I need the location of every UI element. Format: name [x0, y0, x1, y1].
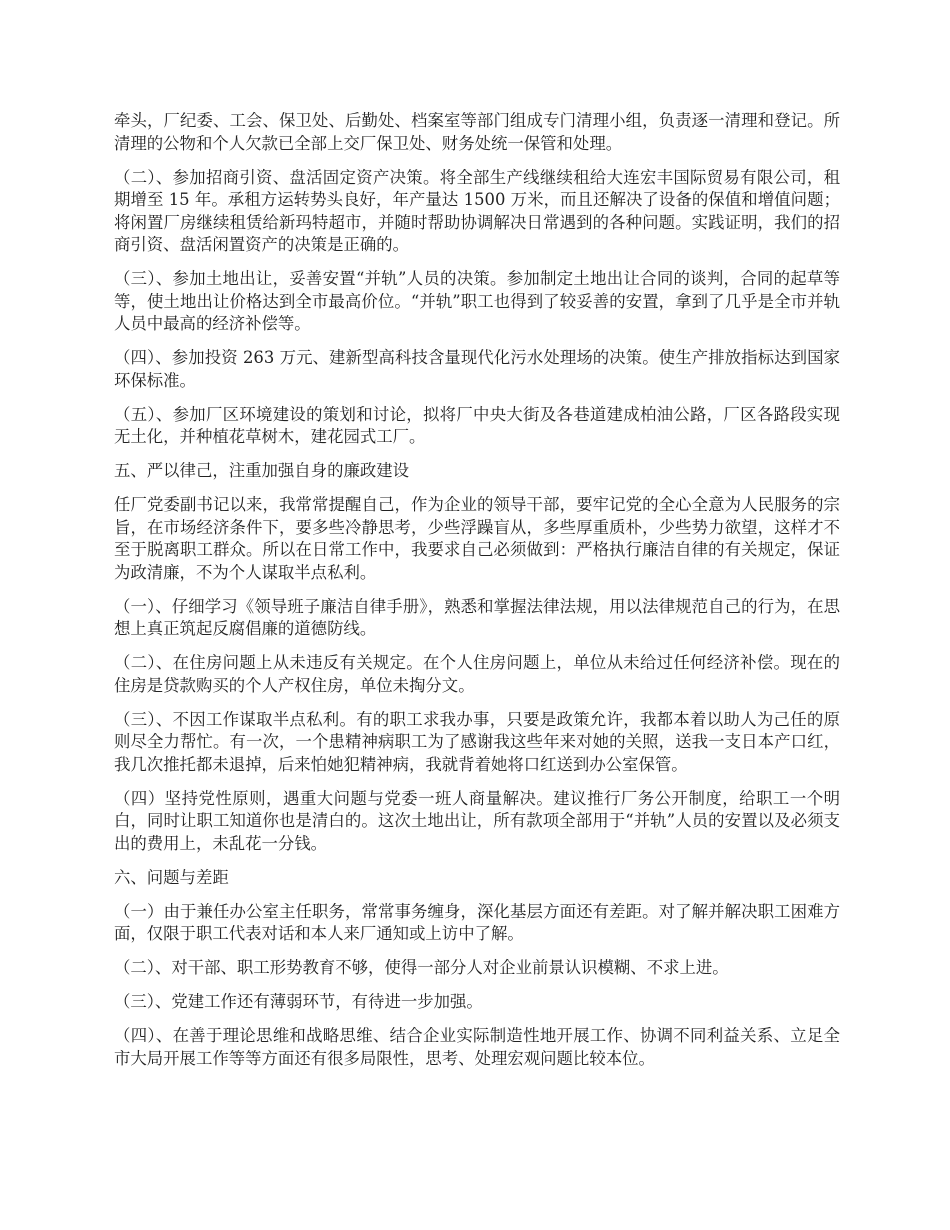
section-heading-5: 五、严以律己，注重加强自身的廉政建设: [114, 461, 410, 480]
paragraph-section-6-item-1: （一）由于兼任办公室主任职务，常常事务缠身，深化基层方面还有差距。对了解并解决职工困难方面，仅限于职工代表对话和本人来厂通知或上访中了解。: [114, 901, 840, 943]
paragraph-item-2: （二）、参加招商引资、盘活固定资产决策。将全部生产线继续租给大连宏丰国际贸易有限公司，租期增至 15 年。承租方运转势头良好，年产量达 1500 万米，而且还解决了设备的保值和增值问题；将闲置厂房继续租赁给新玛特超市，并随时帮助协调解决日常遇到的各种问题。实践证明，我们的招商引资、盘活闲置资产的决策是正确的。: [114, 167, 840, 254]
paragraph-section-5-item-2: （二）、在住房问题上从未违反有关规定。在个人住房问题上，单位从未给过任何经济补偿。现在的住房是贷款购买的个人产权住房，单位未掏分文。: [114, 653, 840, 695]
paragraph-section-5-item-4: （四）坚持党性原则，遇重大问题与党委一班人商量解决。建议推行厂务公开制度，给职工一个明白，同时让职工知道你也是清白的。这次土地出让，所有款项全部用于“并轨”人员的安置以及必须支出的费用上，未乱花一分钱。: [114, 788, 840, 853]
paragraph-section-6-item-4: （四）、在善于理论思维和战略思维、结合企业实际制造性地开展工作、协调不同利益关系、立足全市大局开展工作等等方面还有很多局限性，思考、处理宏观问题比较本位。: [114, 1026, 840, 1068]
paragraph-continuation: 牵头，厂纪委、工会、保卫处、后勤处、档案室等部门组成专门清理小组，负责逐一清理和登记。所清理的公物和个人欠款已全部上交厂保卫处、财务处统一保管和处理。: [114, 111, 840, 153]
paragraph-section-5-item-1: （一）、仔细学习《领导班子廉洁自律手册》，熟悉和掌握法律法规，用以法律规范自己的行为，在思想上真正筑起反腐倡廉的道德防线。: [114, 596, 840, 638]
paragraph-section-6-item-3: （三）、党建工作还有薄弱环节，有待进一步加强。: [114, 992, 483, 1011]
paragraph-section-5-intro: 任厂党委副书记以来，我常常提醒自己，作为企业的领导干部，要牢记党的全心全意为人民服务的宗旨，在市场经济条件下，要多些冷静思考，少些浮躁盲从，多些厚重质朴，少些势力欲望，这样才不至于脱离职工群众。所以在日常工作中，我要求自己必须做到：严格执行廉洁自律的有关规定，保证为政清廉，不为个人谋取半点私利。: [114, 495, 840, 582]
paragraph-item-4: （四）、参加投资 263 万元、建新型高科技含量现代化污水处理场的决策。使生产排放指标达到国家环保标准。: [114, 348, 840, 390]
paragraph-section-5-item-3: （三）、不因工作谋取半点私利。有的职工求我办事，只要是政策允许，我都本着以助人为己任的原则尽全力帮忙。有一次，一个患精神病职工为了感谢我这些年来对她的关照，送我一支日本产口红，我几次推托都未退掉，后来怕她犯精神病，我就背着她将口红送到办公室保管。: [114, 709, 840, 774]
paragraph-section-6-item-2: （二）、对干部、职工形势教育不够，使得一部分人对企业前景认识模糊、不求上进。: [114, 958, 729, 977]
document-page: [114, 110, 840, 1082]
paragraph-item-5: （五）、参加厂区环境建设的策划和讨论，拟将厂中央大街及各巷道建成柏油公路，厂区各路段实现无土化，并种植花草树木，建花园式工厂。: [114, 404, 840, 446]
paragraph-item-3: （三）、参加土地出让，妥善安置“并轨”人员的决策。参加制定土地出让合同的谈判，合同的起草等等，使土地出让价格达到全市最高价位。“并轨”职工也得到了较妥善的安置，拿到了几乎是全市并轨人员中最高的经济补偿等。: [114, 269, 840, 333]
section-heading-6: 六、问题与差距: [114, 867, 229, 887]
